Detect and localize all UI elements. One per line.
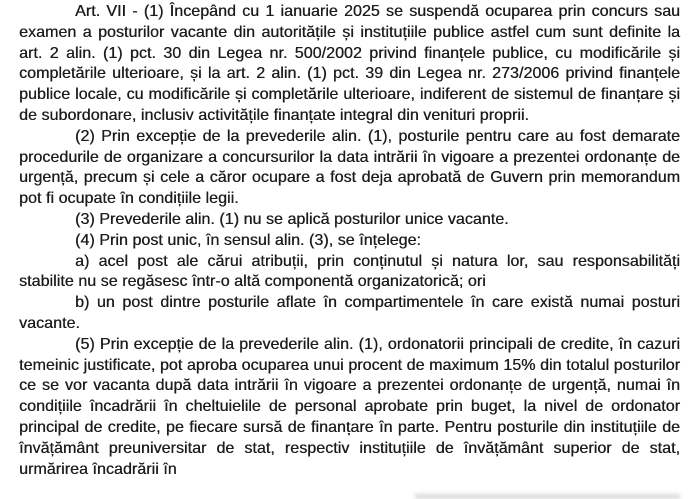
paragraph-alin-5: (5) Prin excepție de la prevederile alin. (1), ordonatorii principali de credite, în cazuri temeinic justificate, pot aproba ocuparea unui procent de maximum 15% din totalul posturilor ce se vor vacanta după data intrării în vigoare a prezentei ordonanțe de urgență, numai în condițiile încadrării în cheltuielile de personal aprobate prin buget, la nivel de ordonator principal de credite, pe fiecare sursă de finanțare în parte. Pentru posturile din instituțiile de învățământ preuniversitar de stat, respectiv instituțiile de învățământ superior de stat, urmărirea încadrării în xyxy=(19,335,680,478)
paragraph-alin-3: (3) Prevederile alin. (1) nu se aplică posturilor unice vacante. xyxy=(75,210,509,228)
paragraph-art-vii-alin-1: Art. VII - (1) Începând cu 1 ianuarie 2025 se suspendă ocuparea prin concurs sau examen a posturilor vacante din autoritățile și instituțiile publice astfel cum sunt definite la art. 2 alin. (1) pct. 30 din Legea nr. 500/2002 privind finanțele publice, cu modificările și completările ulterioare, și la art. 2 alin. (1) pct. 39 din Legea nr. 273/2006 privind finanțele publice locale, cu modificările și completările ulterioare, indiferent de sistemul de finanțare și de subordonare, inclusiv activitățile finanțate integral din venituri proprii. xyxy=(19,3,680,124)
paragraph-alin-4: (4) Prin post unic, în sensul alin. (3), se înțelege: xyxy=(75,231,421,249)
paragraph-alin-2: (2) Prin excepție de la prevederile alin. (1), posturile pentru care au fost demarate procedurile de organizare a concursurilor la data intrării în vigoare a prezentei ordonanțe de urgență, precum și cele a căror ocupare a fost deja aprobată de Guvern prin memorandum pot fi ocupate în condițiile legii. xyxy=(19,127,680,208)
paragraph-lit-b: b) un post dintre posturile aflate în compartimentele în care există numai posturi vacante. xyxy=(19,294,680,332)
paragraph-lit-a: a) acel post ale cărui atribuții, prin conținutul și natura lor, sau responsabilități stabilite nu se regăsesc într-o altă componentă organizatorică; ori xyxy=(19,252,680,291)
cut-off-next-line-artifact xyxy=(415,494,680,499)
